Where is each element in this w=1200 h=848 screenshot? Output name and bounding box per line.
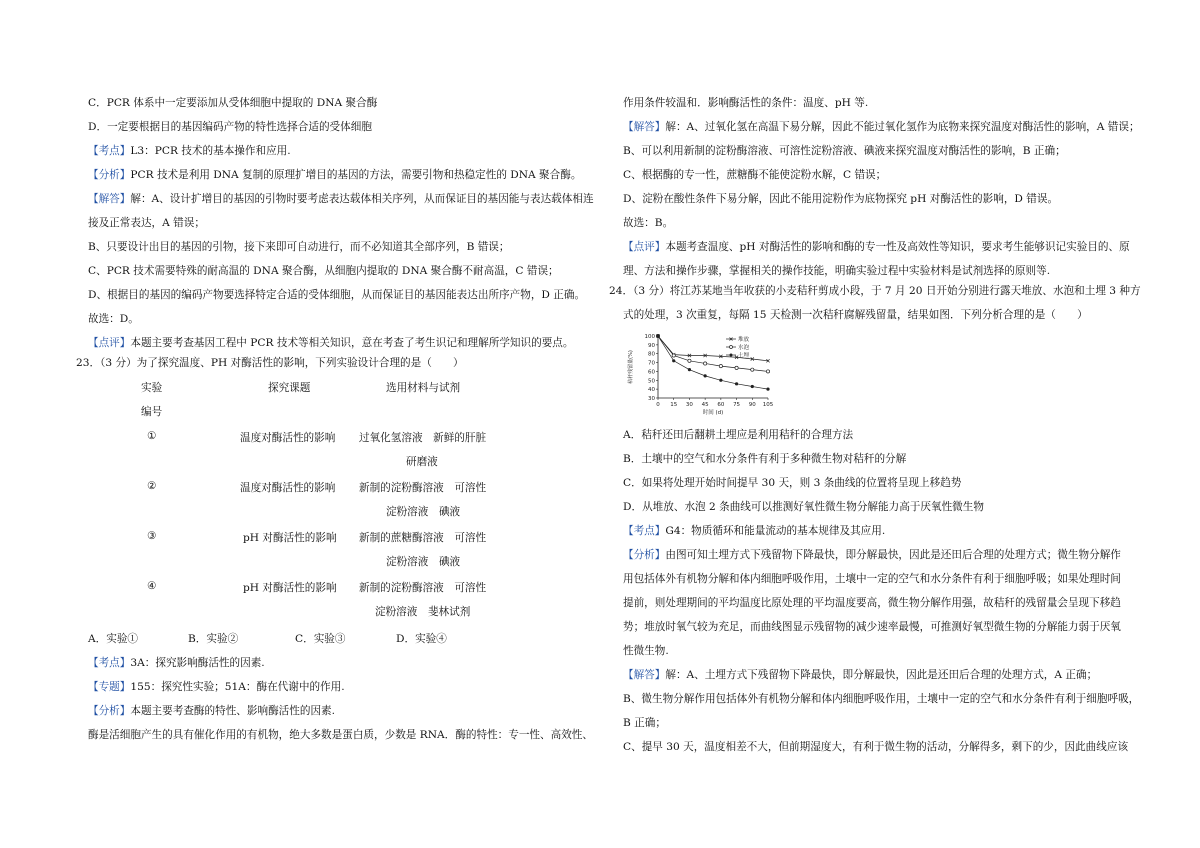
table-row-num: ③ [147,530,157,542]
q22-kaodian: 【考点】L3：PCR 技术的基本操作和应用. [88,145,291,157]
q22-text-line: D、根据目的基因的编码产物要选择特定合适的受体细胞，从而保证目的基因能表达出所序产物，D 正确。 [88,289,586,301]
q23-jieda: 【解答】解：A、过氧化氢在高温下易分解，因此不能过氧化氢作为底物来探究温度对酶活性的影响，A 错误； [623,121,1140,133]
q24-text-line: 提前，则处理期间的平均温度比原处理的平均温度要高，微生物分解作用强，故秸秆的残留量会呈现下移趋 [623,597,1121,609]
q22-jieda: 【解答】解：A、设计扩增目的基因的引物时要考虑表达载体相关序列，从而保证目的基因能与表达载体相连 [88,193,594,205]
y-tick-label: 60 [648,369,655,376]
q22-text-line: C、PCR 技术需要特殊的耐高温的 DNA 聚合酶，从细胞内提取的 DNA 聚合酶不耐高温，C 错误； [88,265,559,277]
q22-option-d: D．一定要根据目的基因编码产物的特性选择合适的受体细胞 [88,121,372,133]
data-point [766,370,769,373]
x-tick-label: 75 [733,402,741,408]
table-row-material: 过氧化氢溶液 新鲜的肝脏 [359,432,487,444]
q23-zhuanti: 【专题】155：探究性实验；51A：酶在代谢中的作用. [88,681,345,693]
q22-text-line: 接及正常表达，A 错误； [88,217,205,229]
q23-option-d: D．实验④ [396,633,447,645]
series-line-3 [658,336,768,389]
q24-stem: 式的处理，3 次重复，每隔 15 天检测一次秸秆腐解残留量，结果如图．下列分析合理的是（ ） [623,309,1088,321]
q24-text-line: B、微生物分解作用包括体外有机物分解和体内细胞呼吸作用，土壤中一定的空气和水分条件有利于细胞呼吸， [623,693,1140,705]
x-tick-label: 15 [670,402,678,408]
x-tick-label: 45 [701,402,709,408]
data-point [672,354,675,357]
x-tick-label: 60 [717,402,725,408]
data-point [688,368,691,371]
q24-option-c: C．如果将处理开始时间提早 30 天，则 3 条曲线的位置将呈现上移趋势 [623,477,962,489]
q24-option-b: B．土壤中的空气和水分条件有利于多种微生物对秸秆的分解 [623,453,907,465]
q24-fenxi: 【分析】由图可知土埋方式下残留物下降最快，即分解最快，因此是还田后合理的处理方式；微生物分解作 [623,549,1121,561]
q23-text-line: B、可以利用新制的淀粉酶溶液、可溶性淀粉溶液、碘液来探究温度对酶活性的影响，B 正确； [623,145,1066,157]
legend-marker [730,354,733,357]
data-point [719,379,722,382]
x-tick-label: 30 [685,402,693,408]
data-point [751,385,754,388]
table-row-topic: pH 对酶活性的影响 [243,582,337,594]
x-tick-label: 0 [656,402,660,408]
y-axis-label: 秸秆残留量(%) [628,350,634,384]
y-tick-label: 90 [648,342,655,349]
y-tick-label: 80 [648,351,655,358]
x-tick-label: 90 [748,402,756,408]
q23-text-line: 作用条件较温和．影响酶活性的条件：温度、pH 等. [623,97,869,109]
data-point [672,359,675,362]
table-row-num: ① [147,430,157,442]
q22-option-c: C．PCR 体系中一定要添加从受体细胞中提取的 DNA 聚合酶 [88,97,378,109]
table-header-topic: 探究课题 [268,382,311,394]
q23-option-c: C．实验③ [295,633,346,645]
table-row-num: ④ [147,580,157,592]
legend-marker [730,346,733,349]
data-point [656,334,659,337]
data-point [704,362,707,365]
data-point [735,382,738,385]
residue-chart [622,330,777,418]
data-point [704,374,707,377]
q24-text-line: 用包括体外有机物分解和体内细胞呼吸作用，土壤中一定的空气和水分条件有利于细胞呼吸；如果处理时间 [623,573,1121,585]
q23-stem: 23．（3 分）为了探究温度、PH 对酶活性的影响，下列实验设计合理的是（ ） [76,357,464,369]
data-point [766,388,769,391]
q24-text-line: 势；堆放时氧气较为充足，而曲线图显示残留物的减少速率最慢，可推测好氧型微生物的分解能力弱于厌氧 [623,621,1121,633]
q23-fenxi: 【分析】本题主要考查酶的特性、影响酶活性的因素. [88,705,336,717]
data-point [688,359,691,362]
legend-label: 水泡 [738,345,750,351]
table-row-material: 淀粉溶液 斐林试剂 [375,606,471,618]
table-row-material: 研磨液 [406,456,438,468]
table-header-num: 编号 [141,406,163,418]
table-header-material: 选用材料与试剂 [386,382,461,394]
q23-text-line: 理、方法和操作步骤，掌握相关的操作技能，明确实验过程中实验材料是试剂选择的原则等. [623,265,1051,277]
legend-label: 土埋 [738,353,750,359]
q22-fenxi: 【分析】PCR 技术是利用 DNA 复制的原理扩增目的基因的方法，需要引物和热稳定性的 DNA 聚合酶。 [88,169,582,181]
q24-option-a: A．秸秆还田后翻耕土埋应是利用秸秆的合理方法 [623,429,854,441]
table-row-material: 新制的淀粉酶溶液 可溶性 [359,482,487,494]
x-axis-label: 时间 (d) [702,410,724,416]
y-tick-label: 100 [644,334,655,340]
q24-kaodian: 【考点】G4：物质循环和能量流动的基本规律及其应用. [623,525,886,537]
q23-kaodian: 【考点】3A：探究影响酶活性的因素. [88,657,265,669]
q23-text-line: 酶是活细胞产生的具有催化作用的有机物，绝大多数是蛋白质，少数是 RNA．酶的特性：专一性、高效性、 [88,729,593,741]
legend-label: 堆放 [738,337,750,343]
y-tick-label: 40 [648,387,655,394]
q24-text-line: B 正确； [623,717,666,729]
table-header-num: 实验 [141,382,163,394]
q24-text-line: 性微生物. [623,645,669,657]
q23-option-a: A．实验① [88,633,139,645]
q23-dianping: 【点评】本题考查温度、pH 对酶活性的影响和酶的专一性及高效性等知识，要求考生能够识记实验目的、原 [623,241,1130,253]
q22-dianping: 【点评】本题主要考查基因工程中 PCR 技术等相关知识，意在考查了考生识记和理解所学知识的要点。 [88,337,574,349]
table-row-topic: 温度对酶活性的影响 [240,482,336,494]
q24-option-d: D．从堆放、水泡 2 条曲线可以推测好氧性微生物分解能力高于厌氧性微生物 [623,501,984,513]
q23-answer: 故选：B。 [623,217,674,229]
data-point [735,366,738,369]
q22-answer: 故选：D。 [88,313,139,325]
table-row-material: 淀粉溶液 碘液 [386,506,461,518]
q24-jieda: 【解答】解：A、土埋方式下残留物下降最快，即分解最快，因此是还田后合理的处理方式，A 正确； [623,669,1098,681]
data-point [719,365,722,368]
y-tick-label: 30 [648,396,655,402]
q24-text-line: C、提早 30 天，温度相差不大，但前期湿度大，有利于微生物的活动，分解得多，剩下的少，因此曲线应该 [623,741,1129,753]
table-row-topic: 温度对酶活性的影响 [240,432,336,444]
table-row-material: 淀粉溶液 碘液 [386,556,461,568]
q22-text-line: B、只要设计出目的基因的引物，接下来即可自动进行，而不必知道其全部序列，B 错误； [88,241,510,253]
table-row-material: 新制的淀粉酶溶液 可溶性 [359,582,487,594]
data-point [751,368,754,371]
table-row-topic: pH 对酶活性的影响 [243,532,337,544]
y-tick-label: 70 [648,360,655,367]
q24-stem: 24．（3 分）将江苏某地当年收获的小麦秸秆剪成小段，于 7 月 20 日开始分别进行露天堆放、水泡和土埋 3 种方 [609,285,1141,297]
y-tick-label: 50 [648,378,655,385]
table-row-material: 新制的蔗糖酶溶液 可溶性 [359,532,487,544]
q23-text-line: C、根据酶的专一性，蔗糖酶不能使淀粉水解，C 错误； [623,169,887,181]
table-row-num: ② [147,480,157,492]
q23-text-line: D、淀粉在酸性条件下易分解，因此不能用淀粉作为底物探究 pH 对酶活性的影响，D 错误。 [623,193,1059,205]
x-tick-label: 105 [762,402,774,408]
q23-option-b: B．实验② [188,633,239,645]
